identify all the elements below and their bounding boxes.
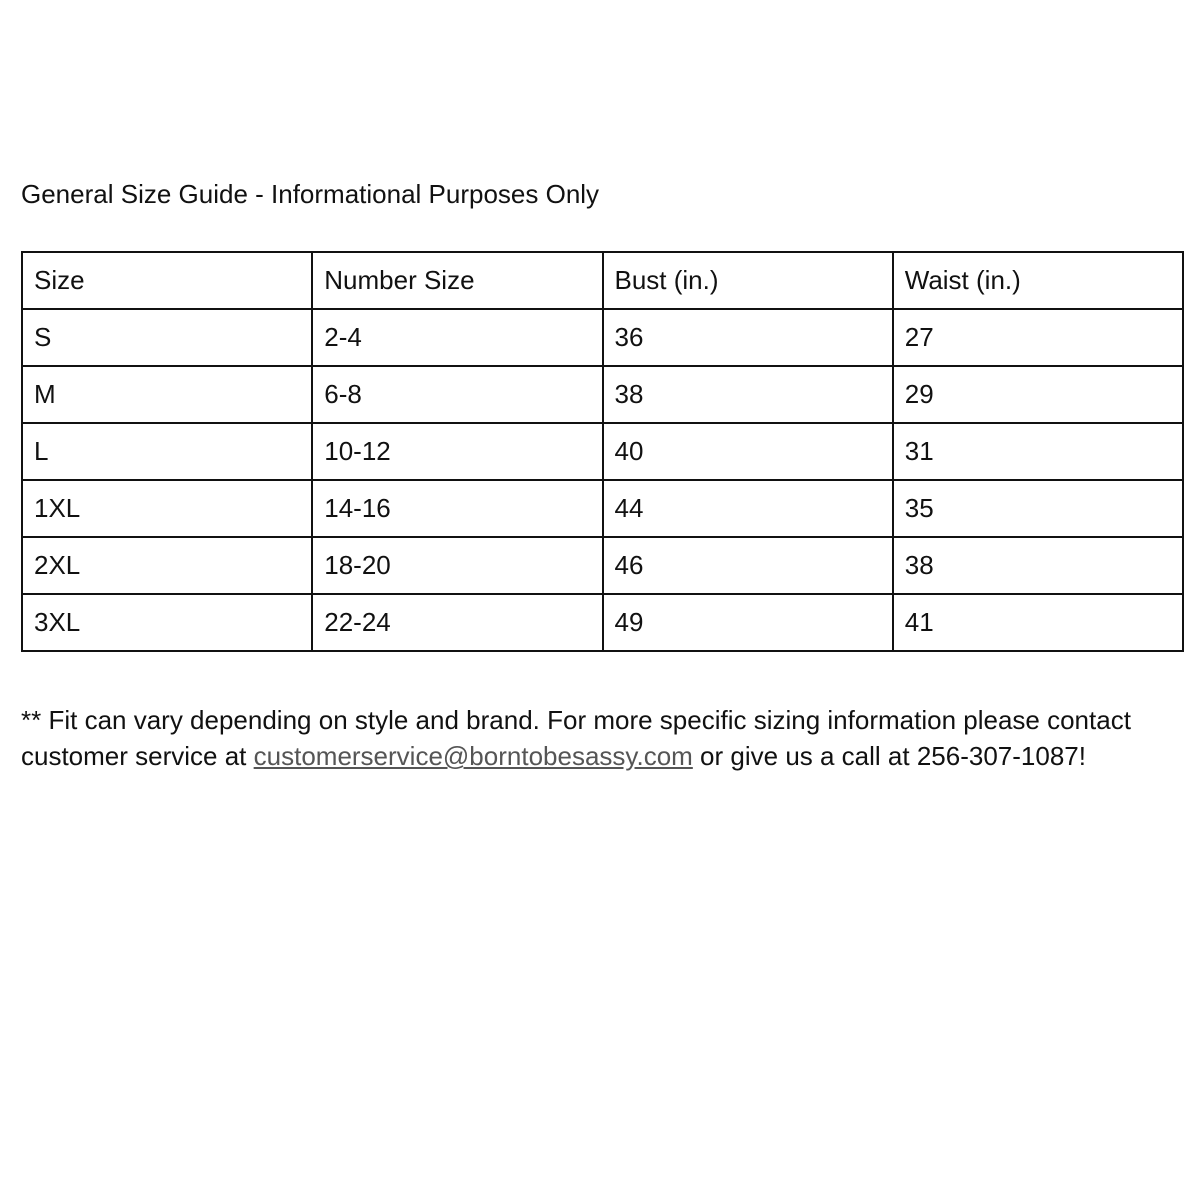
header-size: Size [22,252,312,309]
cell-waist: 31 [893,423,1183,480]
cell-number-size: 6-8 [312,366,602,423]
table-row [22,537,1183,594]
cell-waist: 29 [893,366,1183,423]
header-bust: Bust (in.) [603,252,893,309]
cell-bust: 44 [603,480,893,537]
cell-waist: 27 [893,309,1183,366]
cell-bust: 46 [603,537,893,594]
table-row [22,309,1183,366]
table-row [22,594,1183,651]
cell-size: S [22,309,312,366]
fit-note [21,702,1171,774]
cell-size: 1XL [22,480,312,537]
cell-number-size: 14-16 [312,480,602,537]
table-row [22,366,1183,423]
table-header-row [22,252,1183,309]
note-text-after: or give us a call at 256-307-1087! [692,741,1086,771]
cell-size: 3XL [22,594,312,651]
header-number-size: Number Size [312,252,602,309]
cell-bust: 38 [603,366,893,423]
cell-size: M [22,366,312,423]
table-row [22,480,1183,537]
customer-service-email-link[interactable]: customerservice@borntobesassy.com [253,741,693,771]
page-title: General Size Guide - Informational Purposes Only [21,179,600,209]
cell-bust: 40 [603,423,893,480]
header-waist: Waist (in.) [893,252,1183,309]
cell-bust: 49 [603,594,893,651]
cell-size: L [22,423,312,480]
cell-number-size: 22-24 [312,594,602,651]
cell-waist: 35 [893,480,1183,537]
cell-bust: 36 [603,309,893,366]
table-row [22,423,1183,480]
cell-number-size: 2-4 [312,309,602,366]
cell-waist: 41 [893,594,1183,651]
cell-number-size: 18-20 [312,537,602,594]
size-table [21,251,1184,652]
cell-waist: 38 [893,537,1183,594]
cell-number-size: 10-12 [312,423,602,480]
note-text-before: ** Fit can vary depending on style and brand. For more specific sizing information please contact customer service at [21,705,1131,771]
cell-size: 2XL [22,537,312,594]
